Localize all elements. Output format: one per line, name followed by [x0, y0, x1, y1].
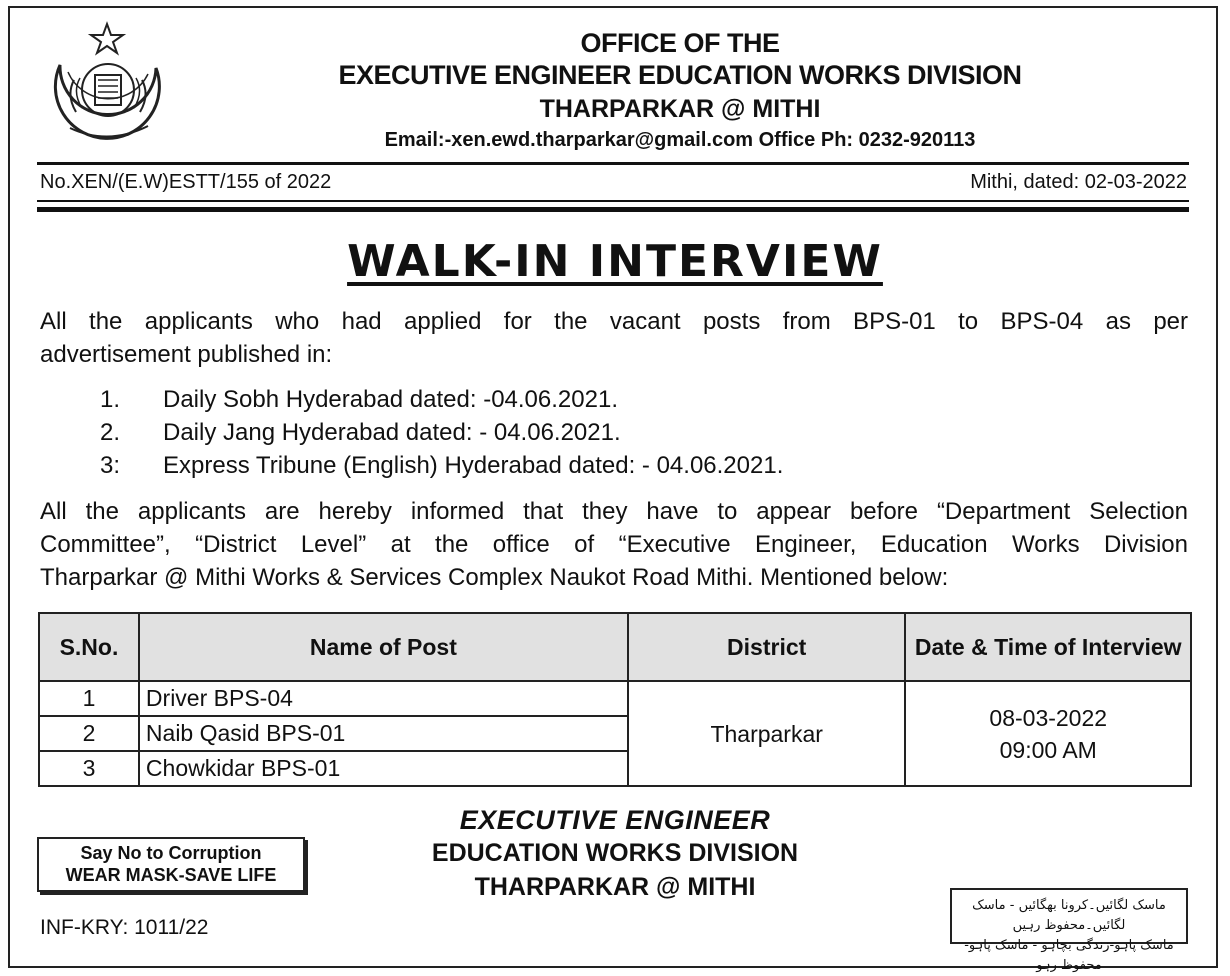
division-heading: EXECUTIVE ENGINEER EDUCATION WORKS DIVISION [338, 60, 1022, 90]
notice-title: WALK-IN INTERVIEW [347, 236, 883, 287]
corruption-line-2: WEAR MASK-SAVE LIFE [65, 865, 277, 885]
list-item: 1. Daily Sobh Hyderabad dated: -04.06.2021. [100, 386, 618, 413]
interview-time: 09:00 AM [999, 736, 1097, 763]
reference-divider-thin [37, 200, 1189, 202]
urdu-line-2: ماسک پاہو-زندگی بچاہو - ماسک پاہو-محفوظ رہو [964, 938, 1174, 973]
government-seal-logo [40, 20, 175, 150]
reference-number: No.XEN/(E.W)ESTT/155 of 2022 [40, 171, 332, 193]
contact-line: Email:-xen.ewd.tharparkar@gmail.com Office Ph: 0232-920113 [384, 129, 976, 151]
notice-line-1: All the applicants are hereby informed that they have to appear before “Department Selection [40, 498, 1188, 525]
notice-line-3: Tharparkar @ Mithi Works & Services Complex Naukot Road Mithi. Mentioned below: [40, 564, 949, 591]
cell-sno: 3 [39, 751, 139, 786]
header-divider [37, 162, 1189, 165]
urdu-line-1: ماسک لگائیں۔کرونا بھگائیں - ماسک لگائیں۔محفوظ رہیں [972, 898, 1166, 933]
cell-sno: 2 [39, 716, 139, 751]
signature-division: EDUCATION WORKS DIVISION [431, 839, 799, 867]
list-item: 3: Express Tribune (English) Hyderabad dated: - 04.06.2021. [100, 452, 784, 479]
urdu-mask-message-box [950, 888, 1188, 973]
header-district: District [628, 613, 906, 681]
intro-line-1: All the applicants who had applied for the vacant posts from BPS-01 to BPS-04 as per [40, 308, 1188, 335]
cell-post: Driver BPS-04 [139, 681, 628, 716]
notice-line-2: Committee”, “District Level” at the office of “Executive Engineer, Education Works Division [40, 531, 1188, 558]
inf-code: INF-KRY: 1011/22 [40, 916, 209, 939]
cell-post: Chowkidar BPS-01 [139, 751, 628, 786]
reference-date: Mithi, dated: 02-03-2022 [970, 171, 1187, 193]
corruption-line-1: Say No to Corruption [80, 843, 262, 863]
interview-schedule-table [38, 612, 1192, 787]
list-item: 2. Daily Jang Hyderabad dated: - 04.06.2021. [100, 419, 621, 446]
header-sno: S.No. [39, 613, 139, 681]
cell-post: Naib Qasid BPS-01 [139, 716, 628, 751]
table-row [39, 681, 1191, 716]
table-header-row [39, 613, 1191, 681]
interview-date: 08-03-2022 [989, 704, 1108, 731]
office-heading: OFFICE OF THE [580, 28, 780, 58]
signature-location: THARPARKAR @ MITHI [474, 873, 756, 901]
signature-title: EXECUTIVE ENGINEER [459, 805, 771, 835]
cell-sno: 1 [39, 681, 139, 716]
intro-line-2: advertisement published in: [40, 341, 333, 368]
anti-corruption-box [37, 837, 305, 892]
header-post: Name of Post [139, 613, 628, 681]
header-date-time: Date & Time of Interview [905, 613, 1191, 681]
cell-date-time [905, 681, 1191, 786]
cell-district: Tharparkar [628, 681, 906, 786]
location-heading: THARPARKAR @ MITHI [539, 95, 821, 123]
reference-divider-thick [37, 207, 1189, 212]
